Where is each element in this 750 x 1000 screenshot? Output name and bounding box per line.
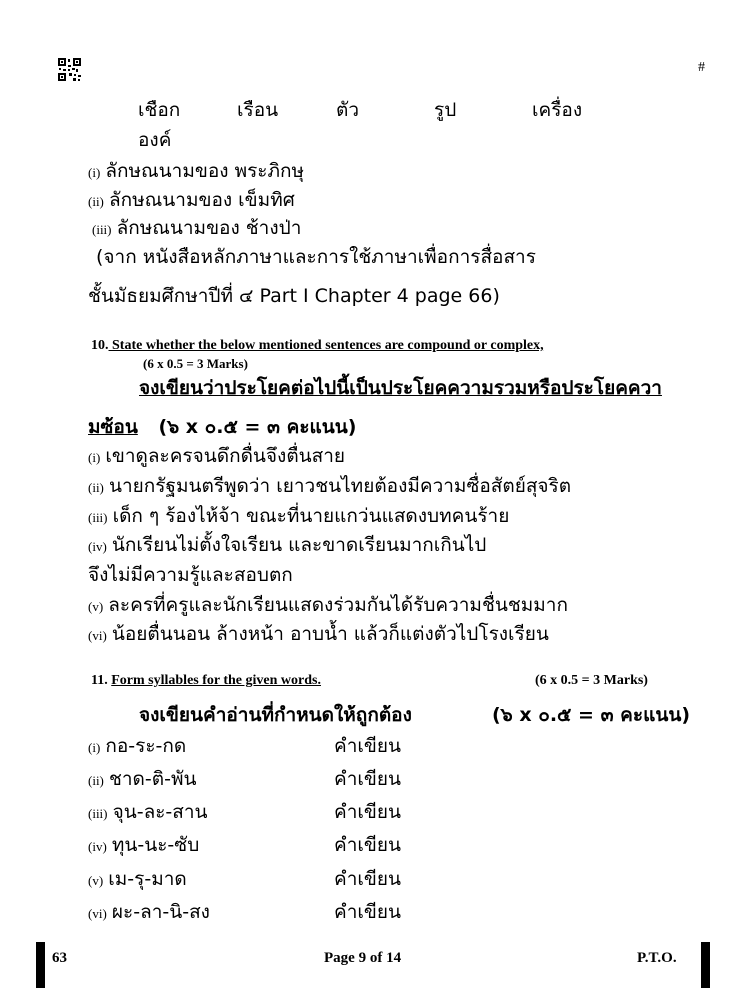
list-item	[88, 156, 304, 186]
item-text: ผะ-ลา-นิ-สง	[111, 901, 210, 923]
list-item	[88, 731, 186, 761]
question-thai-title: จงเขียนว่าประโยคต่อไปนี้เป็นประโยคความรวมหรือประโยคควา	[139, 377, 662, 399]
list-item-continuation: จึงไม่มีความรู้และสอบตก	[88, 564, 293, 586]
question-title: State whether the below mentioned sentences are compound or complex,	[108, 338, 544, 353]
list-item	[88, 501, 509, 531]
word-option: เชือก	[138, 99, 181, 121]
item-text: ละครที่ครูและนักเรียนแสดงร่วมกันได้รับความชื่นชมมาก	[108, 594, 568, 616]
question-number: 11.	[91, 673, 108, 688]
answer-label: คำเขียน	[334, 801, 401, 823]
item-text: เม-รุ-มาด	[108, 868, 187, 890]
item-text: ลักษณนามของ ช้างป่า	[116, 217, 302, 239]
word-option: เครื่อง	[532, 99, 583, 121]
item-number: (i)	[88, 740, 101, 755]
item-text: เด็ก ๆ ร้องไห้จ้า ขณะที่นายแกว่นแสดงบทคนร้าย	[112, 505, 510, 527]
answer-label: คำเขียน	[334, 768, 401, 790]
list-item	[88, 471, 571, 501]
answer-label: คำเขียน	[334, 868, 401, 890]
item-text: ทุน-นะ-ซับ	[111, 834, 200, 856]
item-text: นักเรียนไม่ตั้งใจเรียน และขาดเรียนมากเกินไป	[111, 534, 487, 556]
item-number: (i)	[88, 165, 101, 180]
item-text: น้อยตื่นนอน ล้างหน้า อาบน้ำ แล้วก็แต่งตัวไปโรงเรียน	[111, 623, 549, 645]
list-item	[88, 441, 345, 471]
item-text: จุน-ละ-สาน	[112, 801, 208, 823]
item-number: (vi)	[88, 906, 107, 921]
qr-code-icon	[57, 57, 82, 82]
item-number: (ii)	[88, 194, 104, 209]
word-option: เรือน	[237, 99, 279, 121]
list-item	[88, 530, 486, 560]
question-marks: (6 x 0.5 = 3 Marks)	[535, 673, 648, 688]
page-hash: #	[698, 60, 705, 75]
question-thai-marks: (๖ x ๐.๕ = ๓ คะแนน)	[492, 704, 690, 726]
list-item	[88, 764, 196, 794]
item-text: นายกรัฐมนตรีพูดว่า เยาวชนไทยต้องมีความซื่อสัตย์สุจริต	[108, 475, 572, 497]
word-option: ตัว	[336, 99, 360, 121]
item-number: (v)	[88, 873, 104, 888]
question-number: 10.	[91, 338, 109, 353]
footer-bar-right	[701, 942, 710, 988]
answer-label: คำเขียน	[334, 901, 401, 923]
list-item	[88, 185, 295, 215]
footer-bar-left	[36, 942, 45, 988]
item-number: (vi)	[88, 628, 107, 643]
item-number: (i)	[88, 450, 101, 465]
list-item	[88, 897, 210, 927]
item-number: (iii)	[92, 222, 112, 237]
item-text: เขาดูละครจนดึกดื่นจึงตื่นสาย	[105, 445, 346, 467]
question-thai-marks: (๖ x ๐.๕ = ๓ คะแนน)	[158, 416, 357, 438]
list-item	[88, 590, 568, 620]
word-option: องค์	[138, 129, 172, 151]
item-text: กอ-ระ-กด	[105, 735, 187, 757]
question-11-title	[91, 673, 321, 689]
question-thai-title: จงเขียนคำอ่านที่กำหนดให้ถูกต้อง	[139, 704, 412, 726]
item-text: ลักษณนามของ พระภิกษุ	[105, 160, 305, 182]
item-text: ชาด-ติ-พัน	[108, 768, 197, 790]
item-number: (ii)	[88, 773, 104, 788]
item-number: (v)	[88, 599, 104, 614]
pto-label: P.T.O.	[637, 950, 677, 966]
list-item	[88, 619, 549, 649]
answer-label: คำเขียน	[334, 735, 401, 757]
source-citation: (จาก หนังสือหลักภาษาและการใช้ภาษาเพื่อการสื่อสาร	[96, 246, 536, 268]
list-item	[88, 864, 187, 894]
question-thai-title-cont: มซ้อน	[88, 416, 138, 438]
list-item	[88, 830, 199, 860]
question-thai-title	[88, 412, 356, 442]
source-citation: ชั้นมัธยมศึกษาปีที่ ๔ Part I Chapter 4 page 66)	[88, 285, 500, 307]
item-number: (iv)	[88, 539, 107, 554]
item-number: (iii)	[88, 806, 108, 821]
question-10-title	[91, 338, 544, 354]
answer-label: คำเขียน	[334, 834, 401, 856]
page-number: Page 9 of 14	[324, 950, 402, 966]
question-title: Form syllables for the given words.	[111, 673, 321, 688]
list-item	[88, 797, 208, 827]
item-text: ลักษณนามของ เข็มทิศ	[108, 189, 295, 211]
item-number: (iv)	[88, 839, 107, 854]
word-option: รูป	[434, 99, 457, 121]
question-marks: (6 x 0.5 = 3 Marks)	[143, 356, 248, 371]
footer-code: 63	[52, 950, 67, 966]
item-number: (iii)	[88, 510, 108, 525]
list-item	[92, 213, 301, 243]
item-number: (ii)	[88, 480, 104, 495]
